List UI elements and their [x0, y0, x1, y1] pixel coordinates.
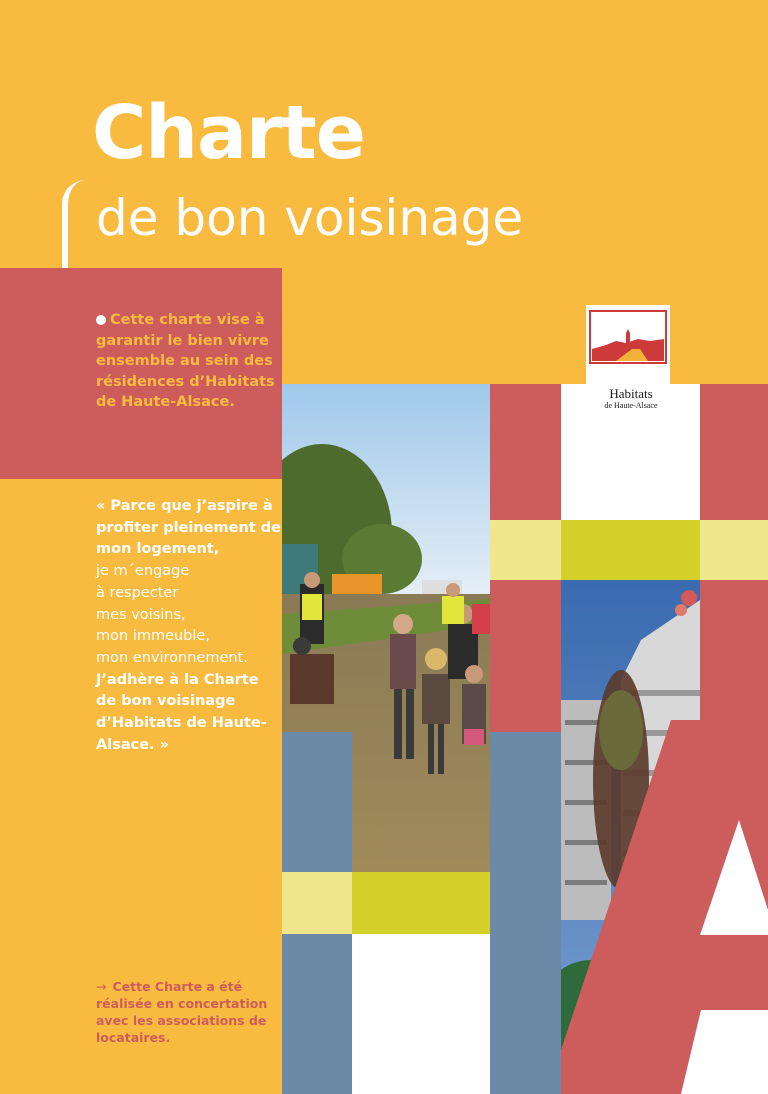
block-lime — [352, 872, 490, 934]
logo-subtitle: de Haute-Alsace — [604, 401, 658, 410]
quote-line: mon environnement. — [96, 649, 248, 666]
block-lime — [561, 520, 700, 580]
arrow-right-icon: → — [96, 979, 107, 994]
quote-line: mon immeuble, — [96, 628, 210, 645]
block-red — [700, 384, 768, 520]
quote-line: mes voisins, — [96, 606, 186, 623]
intro-paragraph: Cette charte vise à garantir le bien vivre ensemble au sein des résidences d’Habitats de Haute-Alsace. — [96, 312, 275, 410]
page-subtitle: de bon voisinage — [96, 189, 524, 247]
pledge-quote — [96, 496, 281, 756]
bullet-icon — [96, 315, 106, 325]
block-white — [352, 934, 490, 1094]
block-blue — [282, 732, 352, 872]
quote-line: à respecter — [96, 584, 179, 601]
page-title: Charte — [92, 90, 365, 176]
quote-line: je m´engage — [96, 563, 190, 580]
letter-a-shape — [561, 580, 768, 1094]
block-pale-yellow — [700, 520, 768, 580]
block-pale-yellow — [490, 520, 561, 580]
block-blue — [282, 934, 352, 1094]
logo-emblem-icon — [586, 305, 670, 385]
quote-bold-end: J’adhère à la Charte de bon voisinage d’Habitats de Haute-Alsace. » — [96, 671, 267, 753]
logo-name: Habitats — [609, 386, 653, 401]
intro-text — [96, 310, 276, 413]
footnote-text: Cette Charte a été réalisée en concertation avec les associations de locataires. — [96, 979, 268, 1045]
block-red — [490, 384, 561, 520]
block-pale-yellow — [282, 872, 352, 934]
quote-bold-start: « Parce que j’aspire à profiter pleinement de mon logement, — [96, 498, 281, 558]
habitats-logo — [586, 305, 670, 410]
block-blue — [490, 732, 561, 1094]
block-red — [490, 580, 561, 732]
footnote — [96, 978, 276, 1046]
